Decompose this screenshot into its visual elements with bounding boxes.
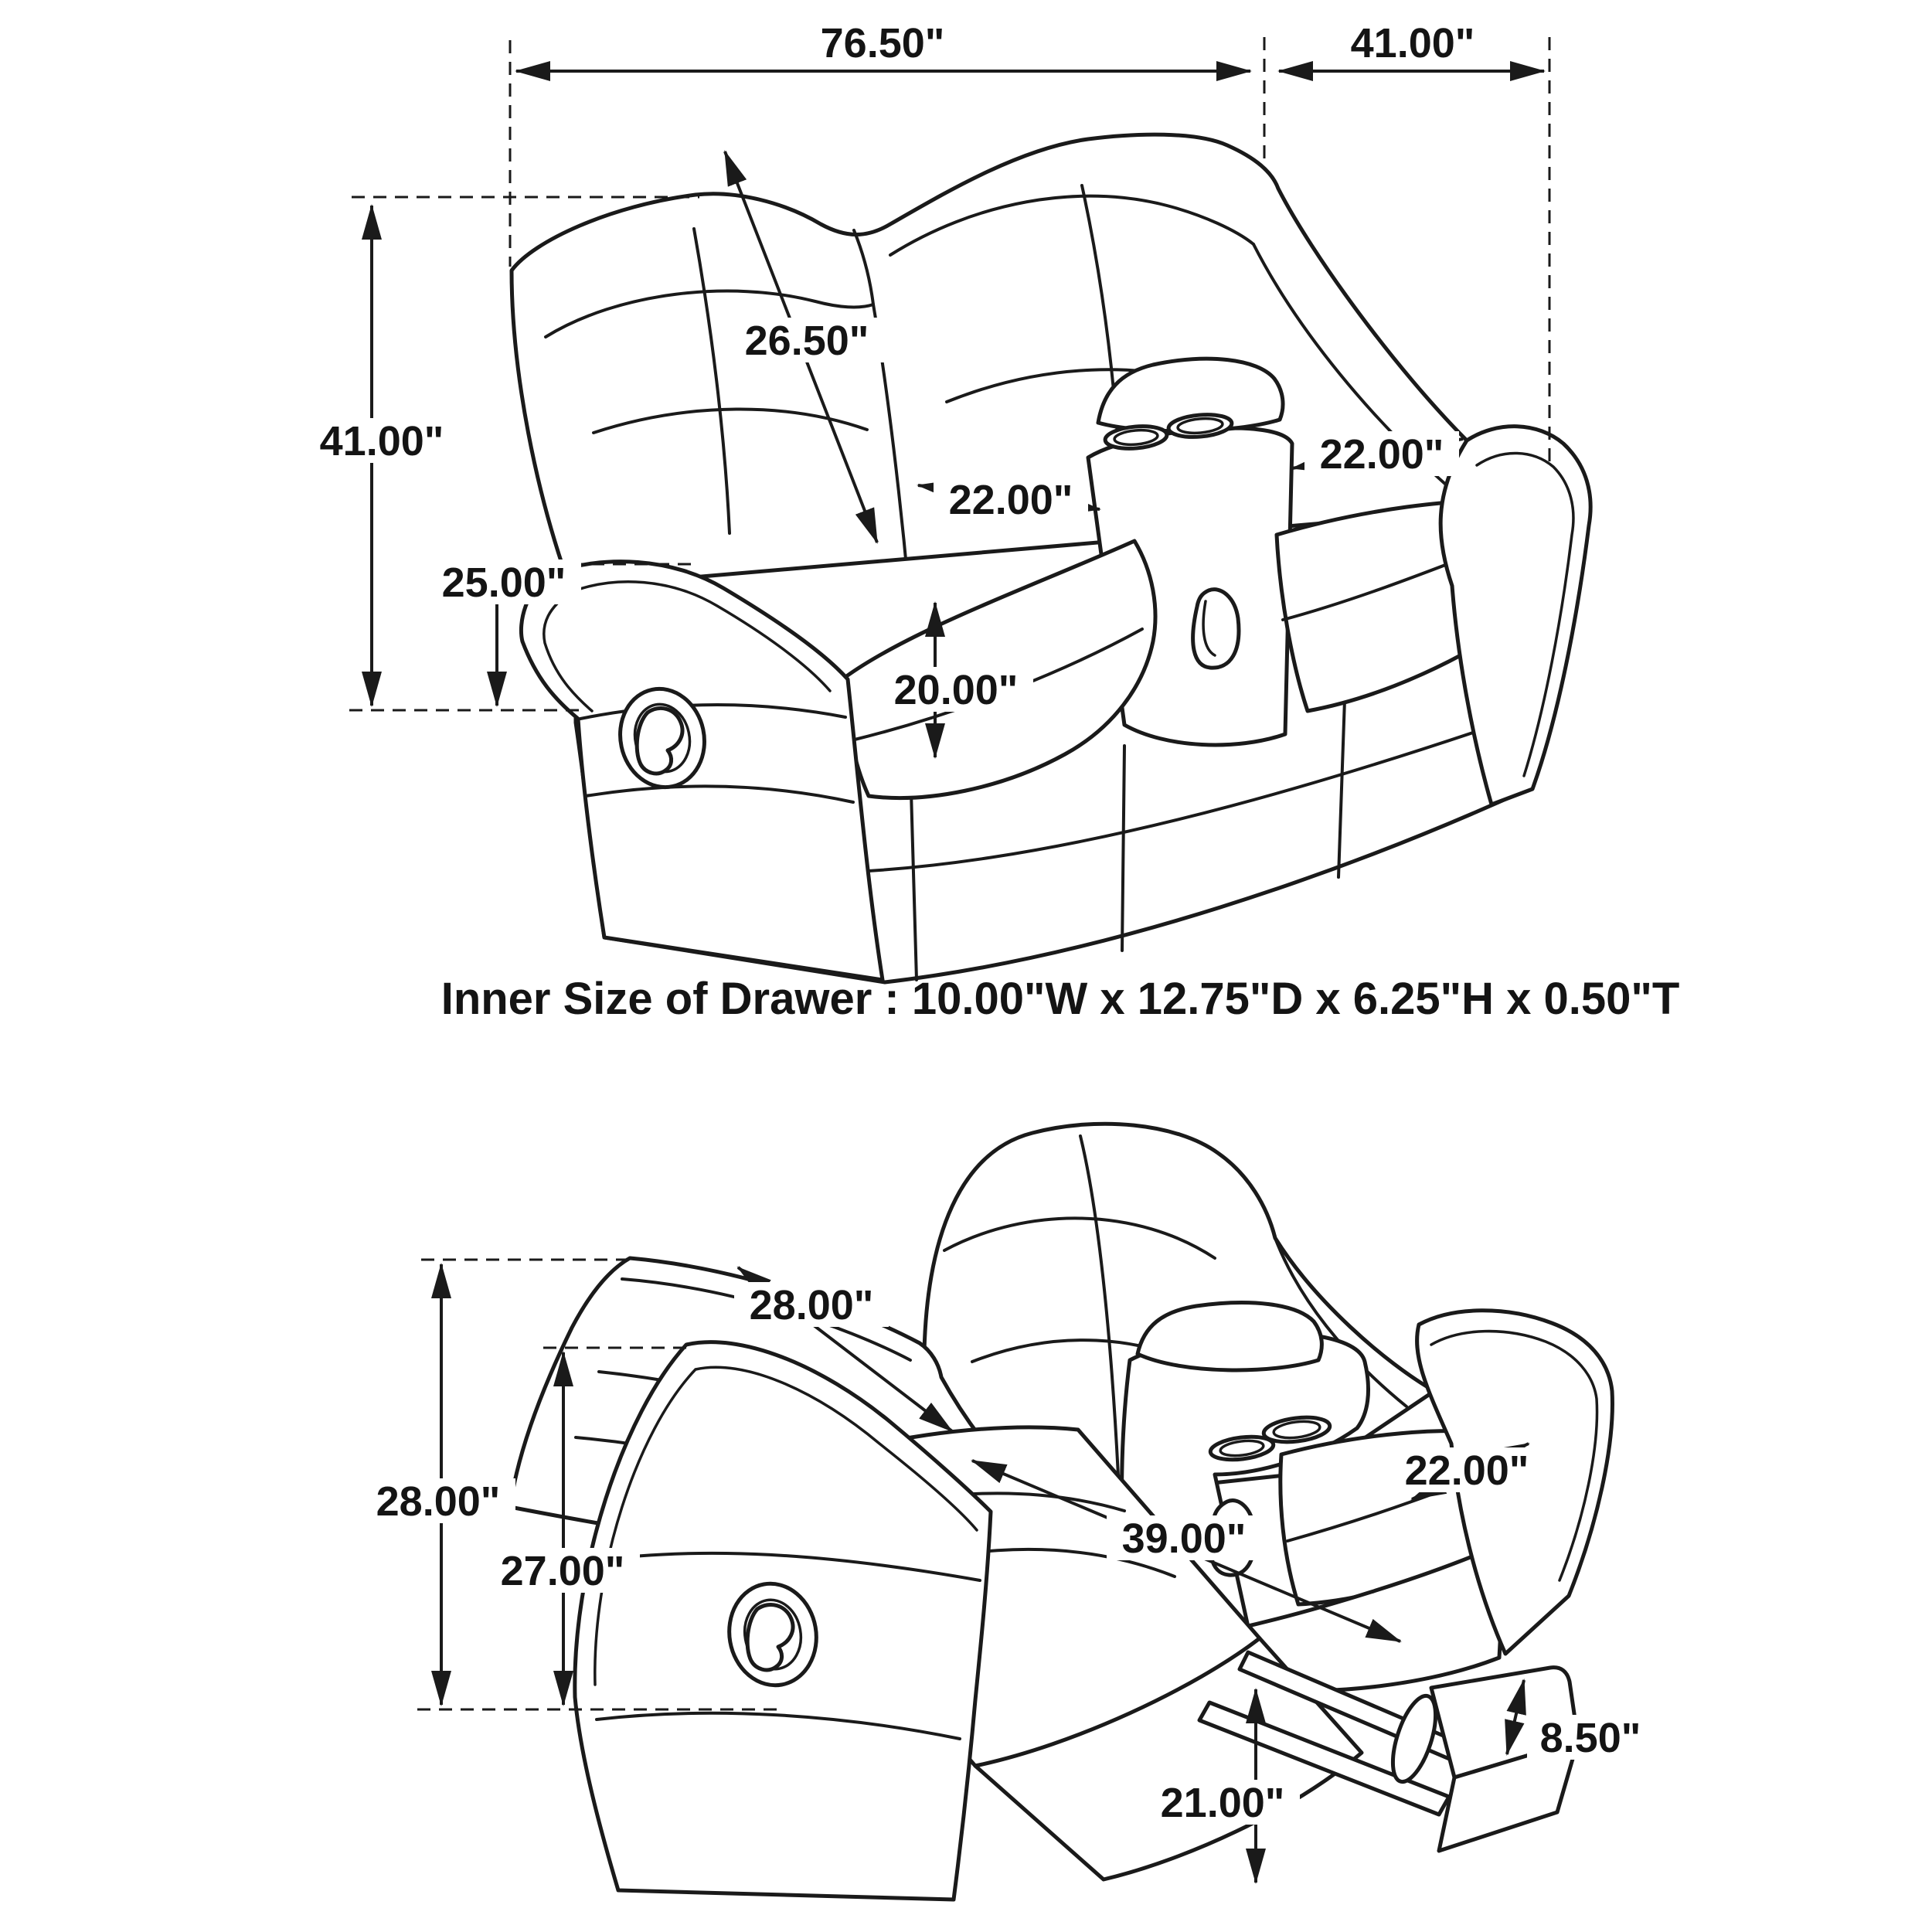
dim-back-width-label: 28.00" [749,1282,874,1328]
dim-left-seat-width-label: 22.00" [948,477,1073,523]
dim-right-seat-width-label: 22.00" [1319,431,1444,478]
dim-seat-width-reclined [1389,1444,1544,1499]
dim-footrest-floor-height-label: 21.00" [1160,1780,1285,1826]
dim-overall-width [516,20,1250,71]
dim-right-seat-width [1292,431,1463,478]
dim-back-cushion-height-label: 26.50" [744,318,869,364]
dim-recline-length-label: 39.00" [1121,1515,1247,1562]
loveseat-reclined-drawing [510,1124,1612,1900]
dim-overall-depth [1279,20,1544,71]
drawer-size-note: Inner Size of Drawer : 10.00"W x 12.75"D x 6.25"H x 0.50"T [440,974,1680,1024]
dim-reclined-height [361,1264,515,1705]
reclined-view-diagram [361,1124,1654,1900]
dim-arm-height-reclined-label: 27.00" [500,1548,625,1594]
loveseat-upright-drawing [512,134,1590,982]
dim-footrest-thickness-label: 8.50" [1539,1715,1641,1761]
dim-left-seat-width [918,477,1100,523]
dim-seat-height-label: 20.00" [893,667,1019,713]
dim-arm-height-label: 25.00" [441,560,566,606]
dim-seat-width-reclined-label: 22.00" [1404,1447,1529,1494]
dim-reclined-height-label: 28.00" [376,1478,501,1525]
dim-overall-depth-label: 41.00" [1350,20,1475,66]
dim-overall-height [304,206,459,706]
upright-view-diagram [304,20,1590,982]
dim-overall-width-label: 76.50" [820,20,945,66]
dim-overall-height-label: 41.00" [319,418,444,464]
